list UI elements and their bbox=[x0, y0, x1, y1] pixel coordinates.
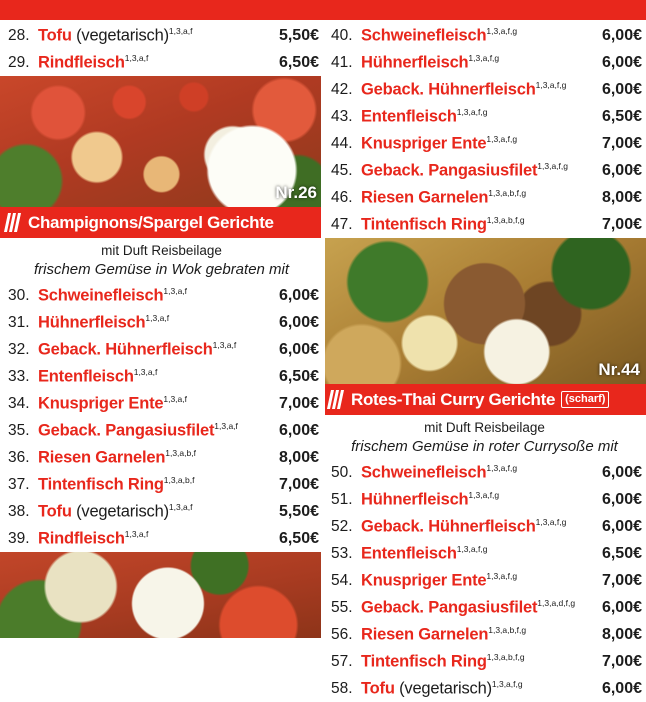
dish-price: 6,00€ bbox=[601, 598, 642, 616]
allergen-codes: 1,3,a,f bbox=[145, 312, 170, 323]
dish-price: 6,00€ bbox=[601, 161, 642, 179]
allergen-codes: 1,3,a,f bbox=[124, 528, 149, 539]
dish-name: Tofu (vegetarisch)$^{1,3,a,f}$ bbox=[38, 25, 193, 45]
dish-name: Schweinefleisch$^{1,3,a,f}$ bbox=[38, 285, 188, 305]
dish-number: 51. bbox=[331, 490, 353, 508]
dish-price: 6,00€ bbox=[278, 421, 319, 439]
dish-price: 6,50€ bbox=[278, 529, 319, 547]
dish-name: Geback. Pangasiusfilet$^{1,3,a,d,f,g}$ bbox=[361, 597, 576, 617]
dish-name: Tintenfisch Ring$^{1,3,a,b,f,g}$ bbox=[361, 651, 525, 671]
top-red-band bbox=[0, 0, 646, 22]
dish-row bbox=[0, 363, 323, 390]
section-header-champignons bbox=[0, 207, 323, 238]
dish-row bbox=[0, 49, 323, 76]
dish-row bbox=[323, 621, 646, 648]
dish-price: 5,50€ bbox=[278, 502, 319, 520]
dish-name: Geback. Hühnerfleisch$^{1,3,a,f,g}$ bbox=[361, 79, 567, 99]
dish-number: 28. bbox=[8, 26, 30, 44]
allergen-codes: 1,3,a,f,g bbox=[486, 570, 518, 581]
right-dish-list bbox=[323, 459, 646, 702]
dish-row bbox=[323, 540, 646, 567]
dish-name: Schweinefleisch$^{1,3,a,f,g}$ bbox=[361, 462, 518, 482]
dish-name: Hühnerfleisch$^{1,3,a,f,g}$ bbox=[361, 489, 500, 509]
dish-name: Tofu (vegetarisch)$^{1,3,a,f,g}$ bbox=[361, 678, 523, 698]
dish-name: Riesen Garnelen$^{1,3,a,b,f,g}$ bbox=[361, 187, 527, 207]
dish-number: 38. bbox=[8, 502, 30, 520]
dish-number: 47. bbox=[331, 215, 353, 233]
dish-number: 29. bbox=[8, 53, 30, 71]
section-subtitle-desc: frischem Gemüse in Wok gebraten mit bbox=[33, 261, 290, 278]
allergen-codes: 1,3,a,f,g bbox=[468, 52, 500, 63]
dish-name: Hühnerfleisch$^{1,3,a,f}$ bbox=[38, 312, 170, 332]
shrimp-vegetable-wok-photo bbox=[0, 76, 323, 207]
dish-name: Tintenfisch Ring$^{1,3,a,b,f}$ bbox=[38, 474, 195, 494]
dish-name: Hühnerfleisch$^{1,3,a,f,g}$ bbox=[361, 52, 500, 72]
section-title: Rotes-Thai Curry Gerichte bbox=[351, 389, 556, 409]
dish-row bbox=[323, 567, 646, 594]
dish-price: 6,00€ bbox=[601, 463, 642, 481]
dish-row bbox=[323, 76, 646, 103]
dish-number: 41. bbox=[331, 53, 353, 71]
dish-row bbox=[323, 648, 646, 675]
allergen-codes: 1,3,a,f,g bbox=[486, 462, 518, 473]
dish-name: Rindfleisch$^{1,3,a,f}$ bbox=[38, 52, 149, 72]
dish-price: 6,00€ bbox=[601, 53, 642, 71]
dish-number: 52. bbox=[331, 517, 353, 535]
dish-number: 31. bbox=[8, 313, 30, 331]
dish-price: 6,00€ bbox=[601, 490, 642, 508]
allergen-codes: 1,3,a,b,f,g bbox=[488, 624, 527, 635]
section-title: Champignons/Spargel Gerichte bbox=[28, 212, 274, 232]
dish-price: 6,00€ bbox=[601, 679, 642, 697]
dish-row bbox=[0, 525, 323, 552]
dish-price: 5,50€ bbox=[278, 26, 319, 44]
dish-name: Tintenfisch Ring$^{1,3,a,b,f,g}$ bbox=[361, 214, 525, 234]
dish-number: 54. bbox=[331, 571, 353, 589]
dish-row bbox=[323, 184, 646, 211]
dish-row bbox=[323, 486, 646, 513]
left-dish-list bbox=[0, 282, 323, 552]
dish-number: 53. bbox=[331, 544, 353, 562]
dish-number: 39. bbox=[8, 529, 30, 547]
dish-number: 57. bbox=[331, 652, 353, 670]
dish-row bbox=[0, 417, 323, 444]
right-column bbox=[323, 22, 646, 702]
dish-price: 7,00€ bbox=[601, 134, 642, 152]
dish-price: 6,00€ bbox=[278, 286, 319, 304]
spicy-badge: (scharf) bbox=[561, 391, 609, 408]
dish-name: Riesen Garnelen$^{1,3,a,b,f}$ bbox=[38, 447, 196, 467]
dish-row bbox=[0, 471, 323, 498]
dish-number: 30. bbox=[8, 286, 30, 304]
dish-price: 6,00€ bbox=[278, 340, 319, 358]
dish-row bbox=[0, 498, 323, 525]
allergen-codes: 1,3,a,d,f,g bbox=[537, 597, 576, 608]
dish-number: 32. bbox=[8, 340, 30, 358]
crispy-duck-broccoli-photo bbox=[323, 238, 646, 384]
allergen-codes: 1,3,a,f,g bbox=[456, 106, 488, 117]
allergen-codes: 1,3,a,f bbox=[163, 285, 188, 296]
dish-number: 44. bbox=[331, 134, 353, 152]
dish-row bbox=[323, 49, 646, 76]
allergen-codes: 1,3,a,f bbox=[133, 366, 158, 377]
dish-row bbox=[0, 390, 323, 417]
dish-number: 43. bbox=[331, 107, 353, 125]
allergen-codes: 1,3,a,f,g bbox=[491, 678, 523, 689]
allergen-codes: 1,3,a,f,g bbox=[535, 79, 567, 90]
dish-price: 6,00€ bbox=[601, 26, 642, 44]
dish-name: Entenfleisch$^{1,3,a,f}$ bbox=[38, 366, 158, 386]
triple-bar-icon bbox=[329, 390, 344, 409]
dish-price: 6,50€ bbox=[278, 53, 319, 71]
right-top-dish-list bbox=[323, 22, 646, 238]
photo-texture bbox=[0, 552, 323, 638]
dish-price: 6,00€ bbox=[601, 80, 642, 98]
section-subtitle-rice: mit Duft Reisbeilage bbox=[101, 243, 222, 258]
dish-name: Schweinefleisch$^{1,3,a,f,g}$ bbox=[361, 25, 518, 45]
dish-name-note: (vegetarisch) bbox=[394, 679, 492, 698]
dish-number: 58. bbox=[331, 679, 353, 697]
dish-price: 6,50€ bbox=[278, 367, 319, 385]
allergen-codes: 1,3,a,f bbox=[168, 25, 193, 36]
dish-row bbox=[323, 459, 646, 486]
allergen-codes: 1,3,a,f,g bbox=[456, 543, 488, 554]
section-subtitle-rice: mit Duft Reisbeilage bbox=[424, 420, 545, 435]
dish-name-note: (vegetarisch) bbox=[71, 502, 169, 521]
dish-number: 56. bbox=[331, 625, 353, 643]
dish-row bbox=[0, 282, 323, 309]
allergen-codes: 1,3,a,b,f,g bbox=[488, 187, 527, 198]
dish-name-note: (vegetarisch) bbox=[71, 26, 169, 45]
dish-name: Geback. Hühnerfleisch$^{1,3,a,f,g}$ bbox=[361, 516, 567, 536]
allergen-codes: 1,3,a,f,g bbox=[486, 25, 518, 36]
dish-price: 6,00€ bbox=[601, 517, 642, 535]
dish-row bbox=[323, 513, 646, 540]
dish-row bbox=[0, 336, 323, 363]
allergen-codes: 1,3,a,f,g bbox=[535, 516, 567, 527]
allergen-codes: 1,3,a,b,f bbox=[163, 474, 195, 485]
dish-price: 6,00€ bbox=[278, 313, 319, 331]
dish-price: 6,50€ bbox=[601, 544, 642, 562]
dish-row bbox=[0, 22, 323, 49]
dish-row bbox=[0, 309, 323, 336]
dish-price: 8,00€ bbox=[601, 188, 642, 206]
dish-row bbox=[323, 103, 646, 130]
dish-name: Rindfleisch$^{1,3,a,f}$ bbox=[38, 528, 149, 548]
dish-name: Knuspriger Ente$^{1,3,a,f,g}$ bbox=[361, 133, 518, 153]
dish-number: 36. bbox=[8, 448, 30, 466]
dish-number: 50. bbox=[331, 463, 353, 481]
photo-dish-number: Nr.26 bbox=[275, 183, 317, 202]
dish-row bbox=[323, 211, 646, 238]
dish-name: Entenfleisch$^{1,3,a,f,g}$ bbox=[361, 543, 488, 563]
dish-number: 46. bbox=[331, 188, 353, 206]
dish-price: 8,00€ bbox=[601, 625, 642, 643]
left-column bbox=[0, 22, 323, 638]
left-top-dish-list bbox=[0, 22, 323, 76]
dish-name: Entenfleisch$^{1,3,a,f,g}$ bbox=[361, 106, 488, 126]
allergen-codes: 1,3,a,f bbox=[124, 52, 149, 63]
dish-number: 45. bbox=[331, 161, 353, 179]
allergen-codes: 1,3,a,f,g bbox=[486, 133, 518, 144]
dish-number: 35. bbox=[8, 421, 30, 439]
dish-name: Geback. Pangasiusfilet$^{1,3,a,f}$ bbox=[38, 420, 238, 440]
dish-name: Knuspriger Ente$^{1,3,a,f}$ bbox=[38, 393, 187, 413]
dish-row bbox=[323, 130, 646, 157]
allergen-codes: 1,3,a,f bbox=[212, 339, 237, 350]
dish-row bbox=[323, 594, 646, 621]
triple-bar-icon bbox=[6, 213, 21, 232]
dish-number: 37. bbox=[8, 475, 30, 493]
dish-number: 34. bbox=[8, 394, 30, 412]
dish-number: 55. bbox=[331, 598, 353, 616]
dish-name: Geback. Pangasiusfilet$^{1,3,a,f,g}$ bbox=[361, 160, 568, 180]
section-header-red-thai-curry bbox=[323, 384, 646, 415]
allergen-codes: 1,3,a,f bbox=[214, 420, 238, 431]
dish-row bbox=[323, 675, 646, 702]
dish-name: Riesen Garnelen$^{1,3,a,b,f,g}$ bbox=[361, 624, 527, 644]
allergen-codes: 1,3,a,b,f,g bbox=[486, 214, 525, 225]
allergen-codes: 1,3,a,b,f,g bbox=[486, 651, 525, 662]
dish-name: Knuspriger Ente$^{1,3,a,f,g}$ bbox=[361, 570, 518, 590]
dish-row bbox=[0, 444, 323, 471]
dish-number: 33. bbox=[8, 367, 30, 385]
top-red-band-inner bbox=[0, 0, 646, 22]
dish-price: 6,50€ bbox=[601, 107, 642, 125]
dish-price: 7,00€ bbox=[601, 652, 642, 670]
dish-price: 8,00€ bbox=[278, 448, 319, 466]
dish-number: 40. bbox=[331, 26, 353, 44]
dish-name: Tofu (vegetarisch)$^{1,3,a,f}$ bbox=[38, 501, 193, 521]
dish-price: 7,00€ bbox=[601, 215, 642, 233]
allergen-codes: 1,3,a,b,f bbox=[165, 447, 196, 458]
dish-price: 7,00€ bbox=[278, 394, 319, 412]
allergen-codes: 1,3,a,f bbox=[168, 501, 193, 512]
allergen-codes: 1,3,a,f,g bbox=[537, 160, 568, 171]
chicken-rice-salad-photo bbox=[0, 552, 323, 638]
dish-row bbox=[323, 22, 646, 49]
dish-price: 7,00€ bbox=[278, 475, 319, 493]
dish-number: 42. bbox=[331, 80, 353, 98]
section-subtitle-desc: frischem Gemüse in roter Currysoße mit bbox=[351, 438, 618, 455]
dish-price: 7,00€ bbox=[601, 571, 642, 589]
allergen-codes: 1,3,a,f,g bbox=[468, 489, 500, 500]
column-divider bbox=[321, 22, 325, 646]
allergen-codes: 1,3,a,f bbox=[163, 393, 187, 404]
photo-dish-number: Nr.44 bbox=[598, 360, 640, 379]
dish-row bbox=[323, 157, 646, 184]
dish-name: Geback. Hühnerfleisch$^{1,3,a,f}$ bbox=[38, 339, 237, 359]
